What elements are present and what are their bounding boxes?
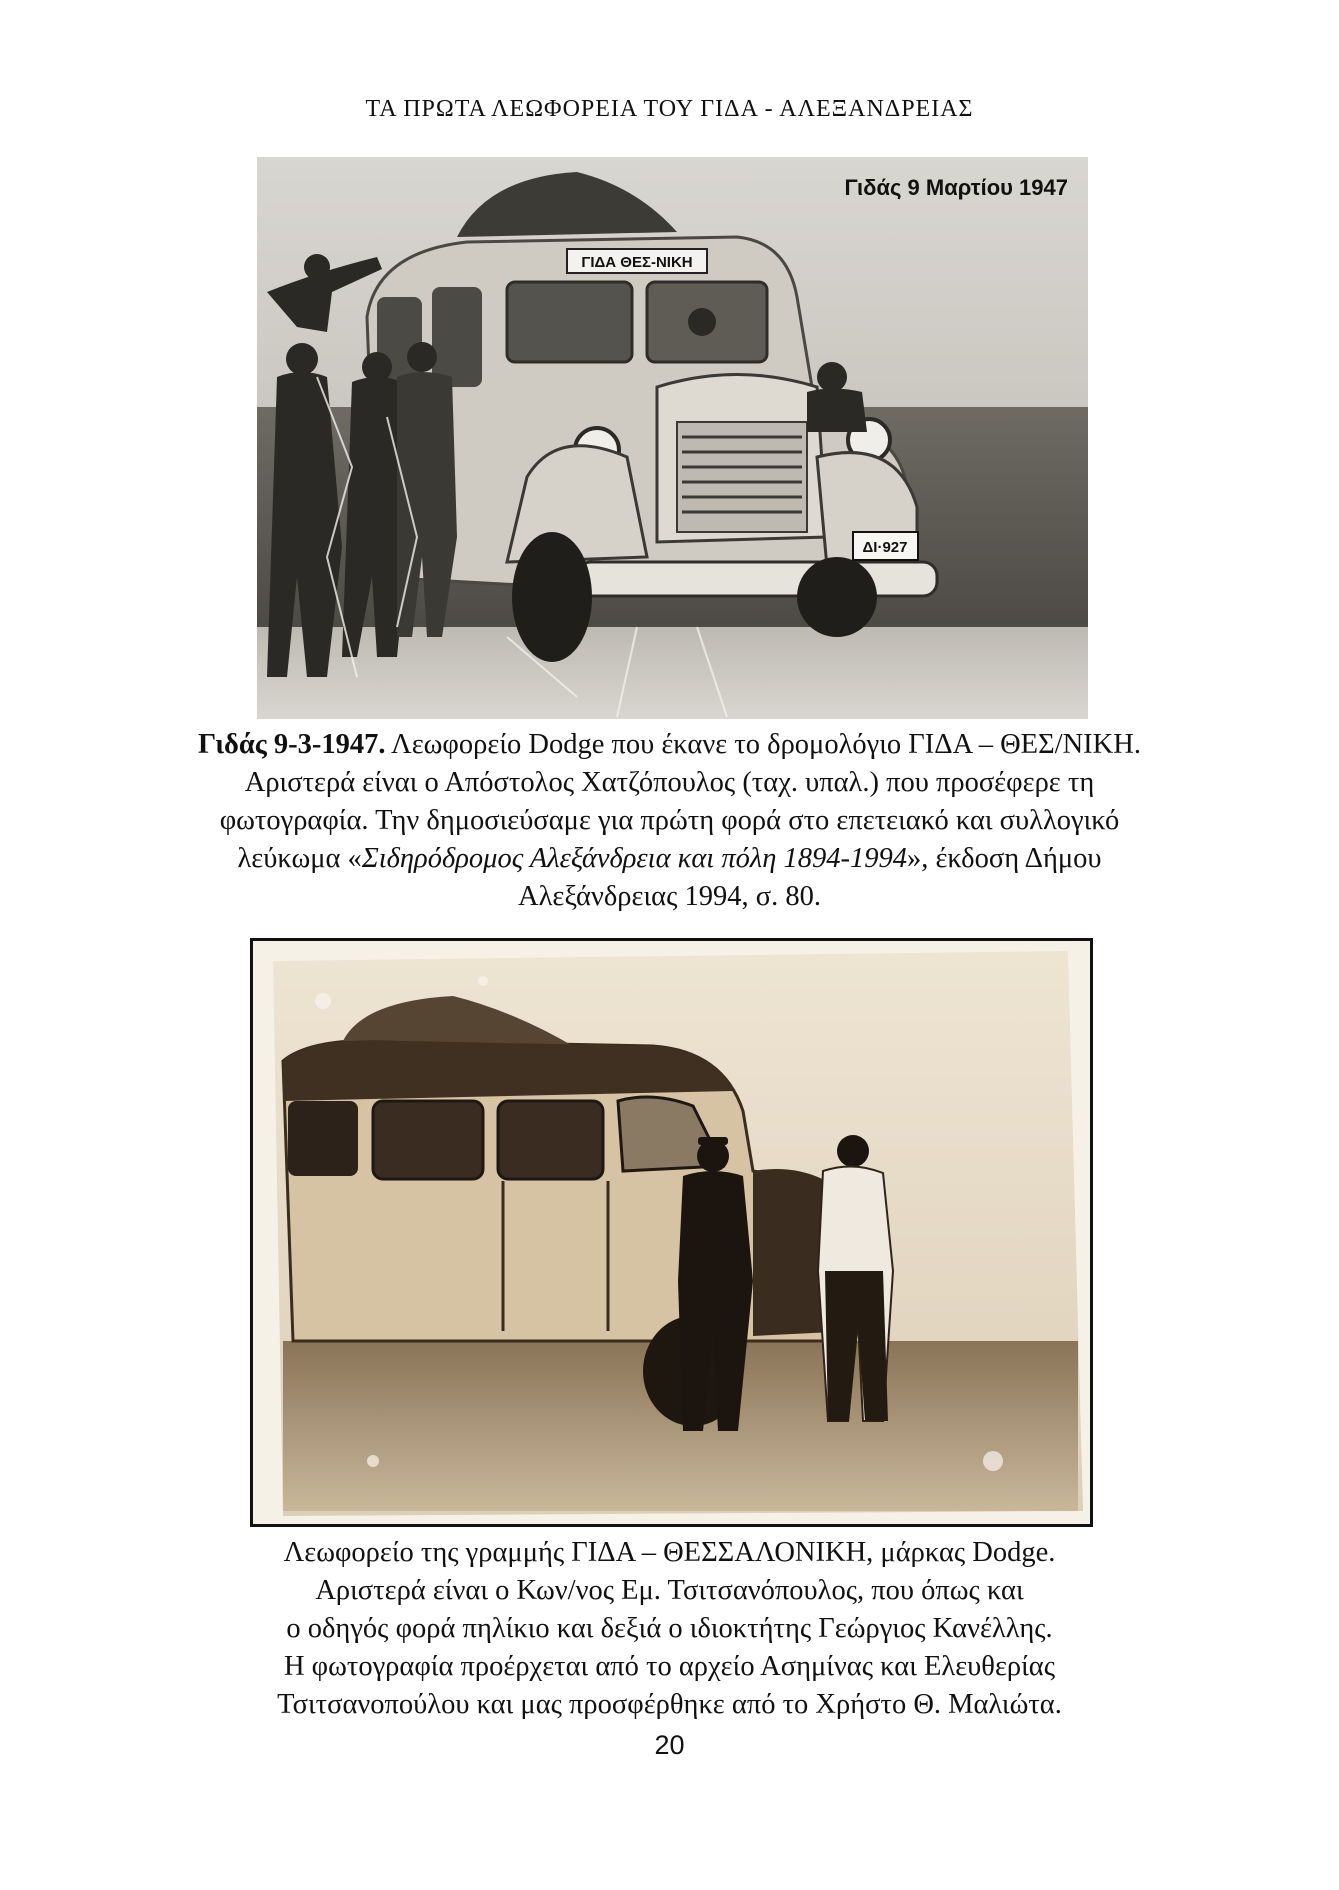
running-header: ΤΑ ΠΡΩΤΑ ΛΕΩΦΟΡΕΙΑ ΤΟΥ ΓΙΔΑ - ΑΛΕΞΑΝΔΡΕΙΑΣ: [365, 96, 974, 122]
photo-bus-sepia-image: [253, 941, 1090, 1524]
photo-bus-1947-image: [257, 157, 1088, 719]
caption2-line: Τσιτσανοπούλου και μας προσφέρθηκε από το Χρήστο Θ. Μαλιώτα.: [277, 1689, 1062, 1720]
caption-book-title: Σιδηρόδρομος Αλεξάνδρεια και πόλη 1894-1994: [361, 843, 907, 874]
caption-text-part2: », έκδοση Δήμου Αλεξάνδρειας 1994, σ. 80.: [518, 843, 1102, 912]
photo-bus-1947: [257, 157, 1088, 719]
caption-text-part1: Λεωφορείο Dodge που έκανε το δρομολόγιο ΓΙΔΑ – ΘΕΣ/ΝΙΚΗ. Αριστερά είναι ο Απόστολος Χατζόπουλος (ταχ. υπαλ.) που προσέφερε τη φωτογραφία. Την δημοσιεύσαμε για πρώτη φορά στο επετειακό και συλλογικό λεύκωμα «: [219, 729, 1141, 874]
caption2-line: Λεωφορείο της γραμμής ΓΙΔΑ – ΘΕΣΣΑΛΟΝΙΚΗ, μάρκας Dodge.: [283, 1537, 1056, 1568]
bus-destination-sign: ΓΙΔΑ ΘΕΣ-ΝΙΚΗ: [581, 254, 693, 271]
photo-date-label: Γιδάς 9 Μαρτίου 1947: [844, 175, 1068, 200]
caption2-line: ο οδηγός φορά πηλίκιο και δεξιά ο ιδιοκτήτης Γεώργιος Κανέλλης.: [286, 1613, 1053, 1644]
caption2-line: Αριστερά είναι ο Κων/νος Εμ. Τσιτσανόπουλος, που όπως και: [315, 1575, 1024, 1606]
photo-bus-sepia: [250, 938, 1093, 1527]
caption-photo-1: [180, 726, 1159, 916]
caption-date: Γιδάς 9-3-1947.: [198, 729, 386, 760]
page-number: 20: [654, 1730, 685, 1760]
caption2-line: Η φωτογραφία προέρχεται από το αρχείο Ασημίνας και Ελευθερίας: [283, 1651, 1056, 1682]
license-plate: ΔΙ·927: [862, 539, 908, 556]
caption-photo-2: [150, 1534, 1189, 1724]
